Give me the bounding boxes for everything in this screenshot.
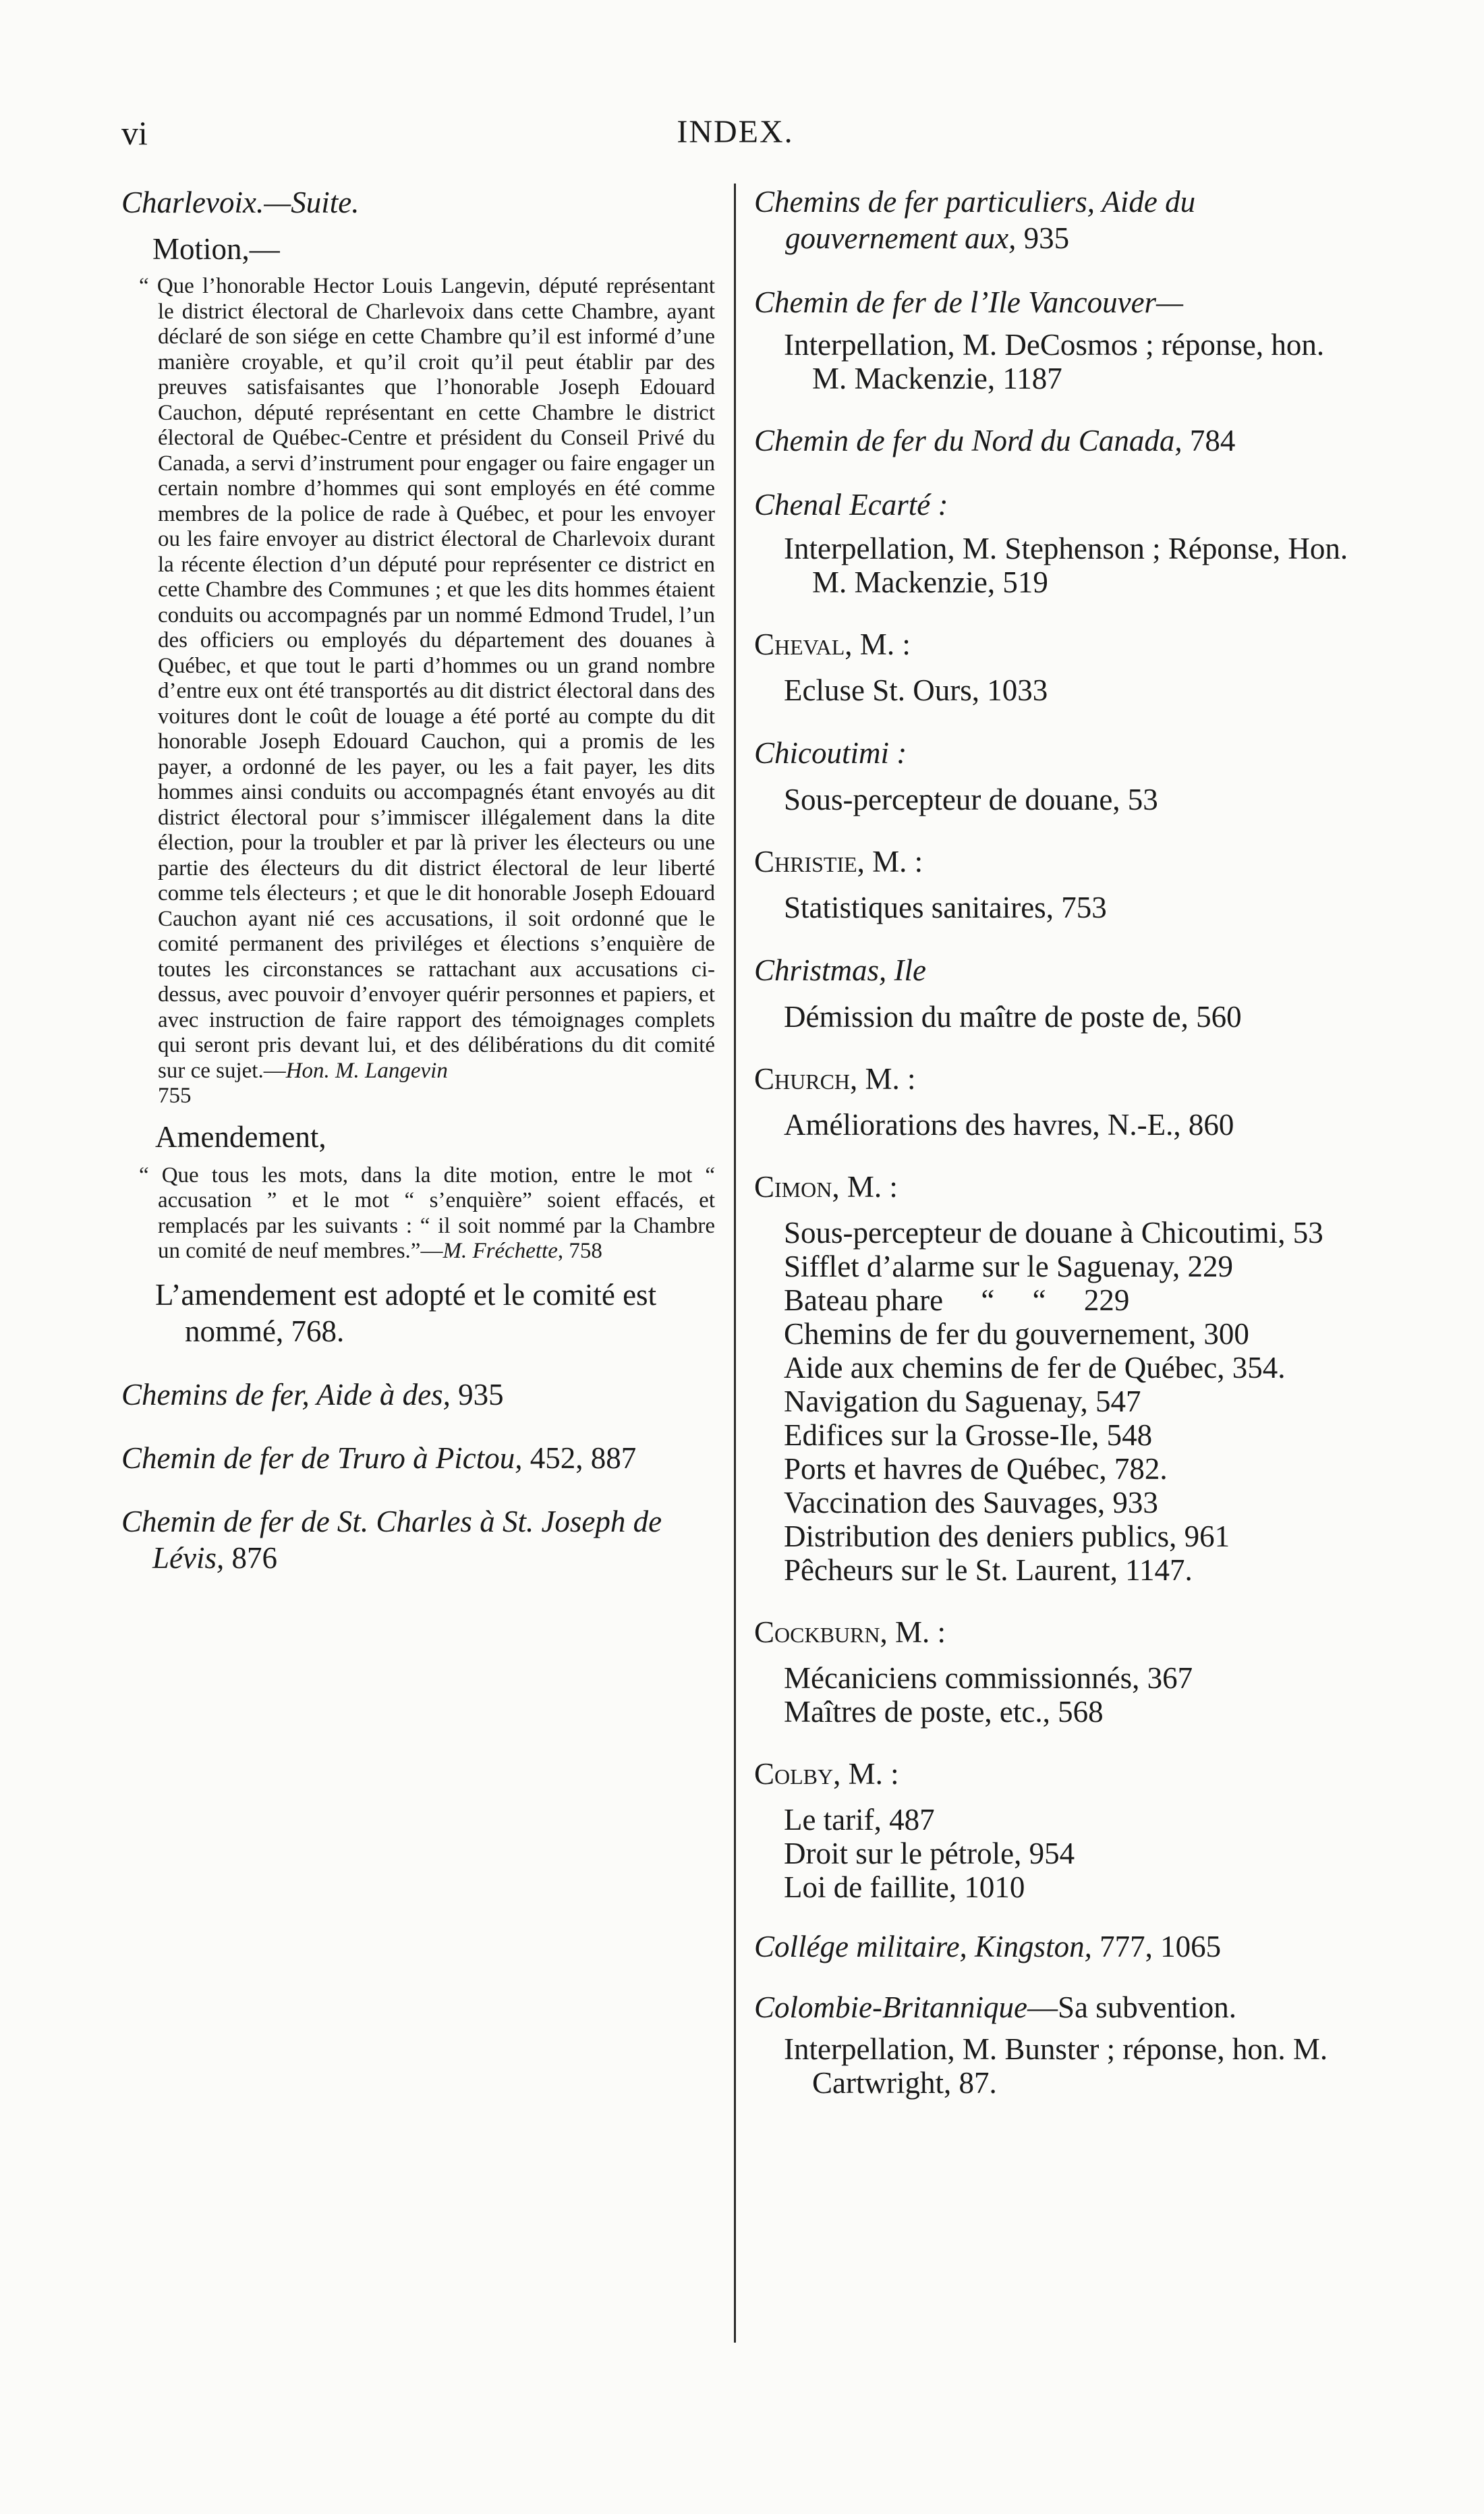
entry-page: 935 [1016, 221, 1070, 255]
entry-chenal-ecarte: Chenal Ecarté : [754, 488, 948, 522]
entry-title: Chemins de fer particuliers, Aide du gouvernement aux, [754, 185, 1196, 255]
amendment-text [121, 1163, 715, 1264]
list-item: Le tarif, 487 [784, 1803, 935, 1837]
amendment-result: L’amendement est adopté et le comité est nommé, 768. [155, 1277, 657, 1348]
list-item: Bateau phare “ “ 229 [784, 1283, 1130, 1317]
list-item: Aide aux chemins de fer de Québec, 354. [784, 1351, 1286, 1385]
list-item: Loi de faillite, 1010 [784, 1870, 1025, 1904]
entry-cheval: Cheval, M. : [754, 627, 911, 661]
motion-label: Motion,— [152, 232, 280, 266]
column-divider [734, 184, 736, 2343]
list-item: Pêcheurs sur le St. Laurent, 1147. [784, 1553, 1193, 1587]
entry-page: 876 [224, 1540, 277, 1575]
running-head: INDEX. [677, 114, 794, 150]
entry-page: 777, 1065 [1091, 1930, 1222, 1963]
entry-sub: Démission du maître de poste de, 560 [784, 1000, 1242, 1034]
list-item: Sifflet d’alarme sur le Saguenay, 229 [784, 1250, 1234, 1283]
motion-author: Hon. M. Langevin [285, 1058, 448, 1083]
entry-sub: Interpellation, M. DeCosmos ; réponse, hon. M. Mackenzie, 1187 [784, 328, 1325, 395]
amendment-body: “ Que tous les mots, dans la dite motion, entre le mot “ accusation ” et le mot “ s’enquière” soient effacés, et remplacés par les suivants : “ il soit nommé par la Chambre un comité de neuf membres.”— [139, 1163, 715, 1263]
list-item: Chemins de fer du gouvernement, 300 [784, 1317, 1249, 1351]
entry-christmas: Christmas, Ile [754, 953, 927, 987]
entry-college-militaire [754, 1928, 1354, 1965]
amendment-page: , 758 [557, 1239, 602, 1263]
list-item: Droit sur le pétrole, 954 [784, 1837, 1075, 1870]
entry-title: Colombie-Britannique [754, 1990, 1027, 2024]
entry-st-charles-levis [121, 1503, 715, 1576]
list-item: Navigation du Saguenay, 547 [784, 1385, 1141, 1418]
list-item: Ports et havres de Québec, 782. [784, 1452, 1168, 1486]
list-item: Maîtres de poste, etc., 568 [784, 1695, 1104, 1729]
entry-colombie-britannique [754, 1989, 1354, 2026]
entry-title: Chemin de fer de Truro à Pictou, [121, 1441, 523, 1475]
entry-sub: Sous-percepteur de douane, 53 [784, 783, 1158, 816]
entry-title: Chemins de fer, Aide à des, [121, 1377, 451, 1412]
entry-heading-charlevoix: Charlevoix.—Suite. [121, 186, 360, 219]
entry-chemins-particuliers [754, 184, 1354, 256]
entry-title: Collége militaire, Kingston, [754, 1930, 1092, 1963]
entry-page: 784 [1182, 424, 1236, 457]
list-item: Distribution des deniers publics, 961 [784, 1519, 1230, 1553]
list-item: Mécaniciens commissionnés, 367 [784, 1661, 1193, 1695]
amendment-author: M. Fréchette [443, 1239, 558, 1263]
entry-title: Chemin de fer de St. Charles à St. Joseph de Lévis, [121, 1504, 662, 1575]
entry-sub: Ecluse St. Ours, 1033 [784, 673, 1048, 707]
entry-sub: Améliorations des havres, N.-E., 860 [784, 1108, 1234, 1142]
entry-cimon: Cimon, M. : [754, 1170, 898, 1204]
entry-cockburn: Cockburn, M. : [754, 1615, 946, 1649]
entry-sub: Statistiques sanitaires, 753 [784, 891, 1107, 924]
entry-church: Church, M. : [754, 1062, 916, 1096]
page-number: vi [121, 114, 148, 152]
entry-truro-pictou [121, 1440, 715, 1476]
right-column [754, 184, 1354, 2100]
colby-list [754, 1803, 1354, 1904]
entry-colby: Colby, M. : [754, 1757, 899, 1791]
cockburn-list [754, 1661, 1354, 1729]
cimon-list [754, 1216, 1354, 1587]
list-item: Vaccination des Sauvages, 933 [784, 1486, 1158, 1519]
entry-page: 452, 887 [522, 1441, 637, 1475]
entry-nord-du-canada [754, 422, 1354, 459]
entry-christie: Christie, M. : [754, 845, 923, 878]
list-item: Sous-percepteur de douane à Chicoutimi, 53 [784, 1216, 1323, 1250]
entry-title: Chemin de fer du Nord du Canada, [754, 424, 1182, 457]
motion-page: 755 [158, 1084, 192, 1108]
list-item: Edifices sur la Grosse-Ile, 548 [784, 1418, 1153, 1452]
motion-body: “ Que l’honorable Hector Louis Langevin, député représentant le district électoral de Charlevoix dans cette Chambre, ayant déclaré de son siége en cette Chambre qu’il est informé d’une manière croyable, et qu’il croit qu’il peut établir par des preuves satisfaisantes que l’honorable Joseph Edouard Cauchon, député représentant en cette Chambre le district électoral de Québec-Centre et président du Conseil Privé du Canada, a servi d’instrument pour engager ou faire engager un certain nombre d’hommes qui sont employés en été comme membres de la police de rade à Québec, et pour les envoyer ou les faire envoyer au district électoral de Charlevoix durant la récente élection d’un député pour représenter ce district en cette Chambre des Communes ; et que les dits hommes étaient conduits ou accompagnés par un nommé Edmond Trudel, l’un des officiers ou employés du département des douanes à Québec, et que tout le parti d’hommes ou un grand nombre d’entre eux ont été transportés au dit district électoral dans des voitures dont le coût de louage a été porté au compte du dit honorable Joseph Edouard Cauchon, qui a promis de les payer, a ordonné de les payer, ou les a fait payer, les dits hommes ainsi conduits ou accompagnés étant envoyés au dit district électoral pour s’immiscer illégalement dans la dite élection, pour la troubler et par là priver les électeurs ou une partie des électeurs du dit district électoral de leur liberté comme tels électeurs ; et que le dit honorable Joseph Edouard Cauchon ayant nié ces accusations, il soit ordonné que le comité permanent des priviléges et élections s’enquière de toutes les circonstances se rattachant aux accusations ci-dessus, avec pouvoir d’envoyer quérir personnes et papiers, et avec instruction de faire rapport des témoignages complets qui seront pris devant lui, et des délibérations du dit comité sur ce sujet.— [139, 274, 715, 1083]
page-header [121, 113, 1349, 161]
amendment-label: Amendement, [155, 1119, 326, 1154]
motion-text [121, 274, 715, 1109]
entry-sub: Interpellation, M. Stephenson ; Réponse, Hon. M. Mackenzie, 519 [784, 532, 1348, 599]
left-column [121, 184, 715, 1576]
entry-suffix: —Sa subvention. [1027, 1990, 1236, 2024]
entry-page: 935 [450, 1377, 504, 1412]
entry-sub: Interpellation, M. Bunster ; réponse, hon. M. Cartwright, 87. [784, 2032, 1328, 2100]
entry-chemins-de-fer-aide [121, 1376, 715, 1413]
entry-chicoutimi: Chicoutimi : [754, 736, 907, 770]
entry-ile-vancouver: Chemin de fer de l’Ile Vancouver— [754, 285, 1184, 319]
